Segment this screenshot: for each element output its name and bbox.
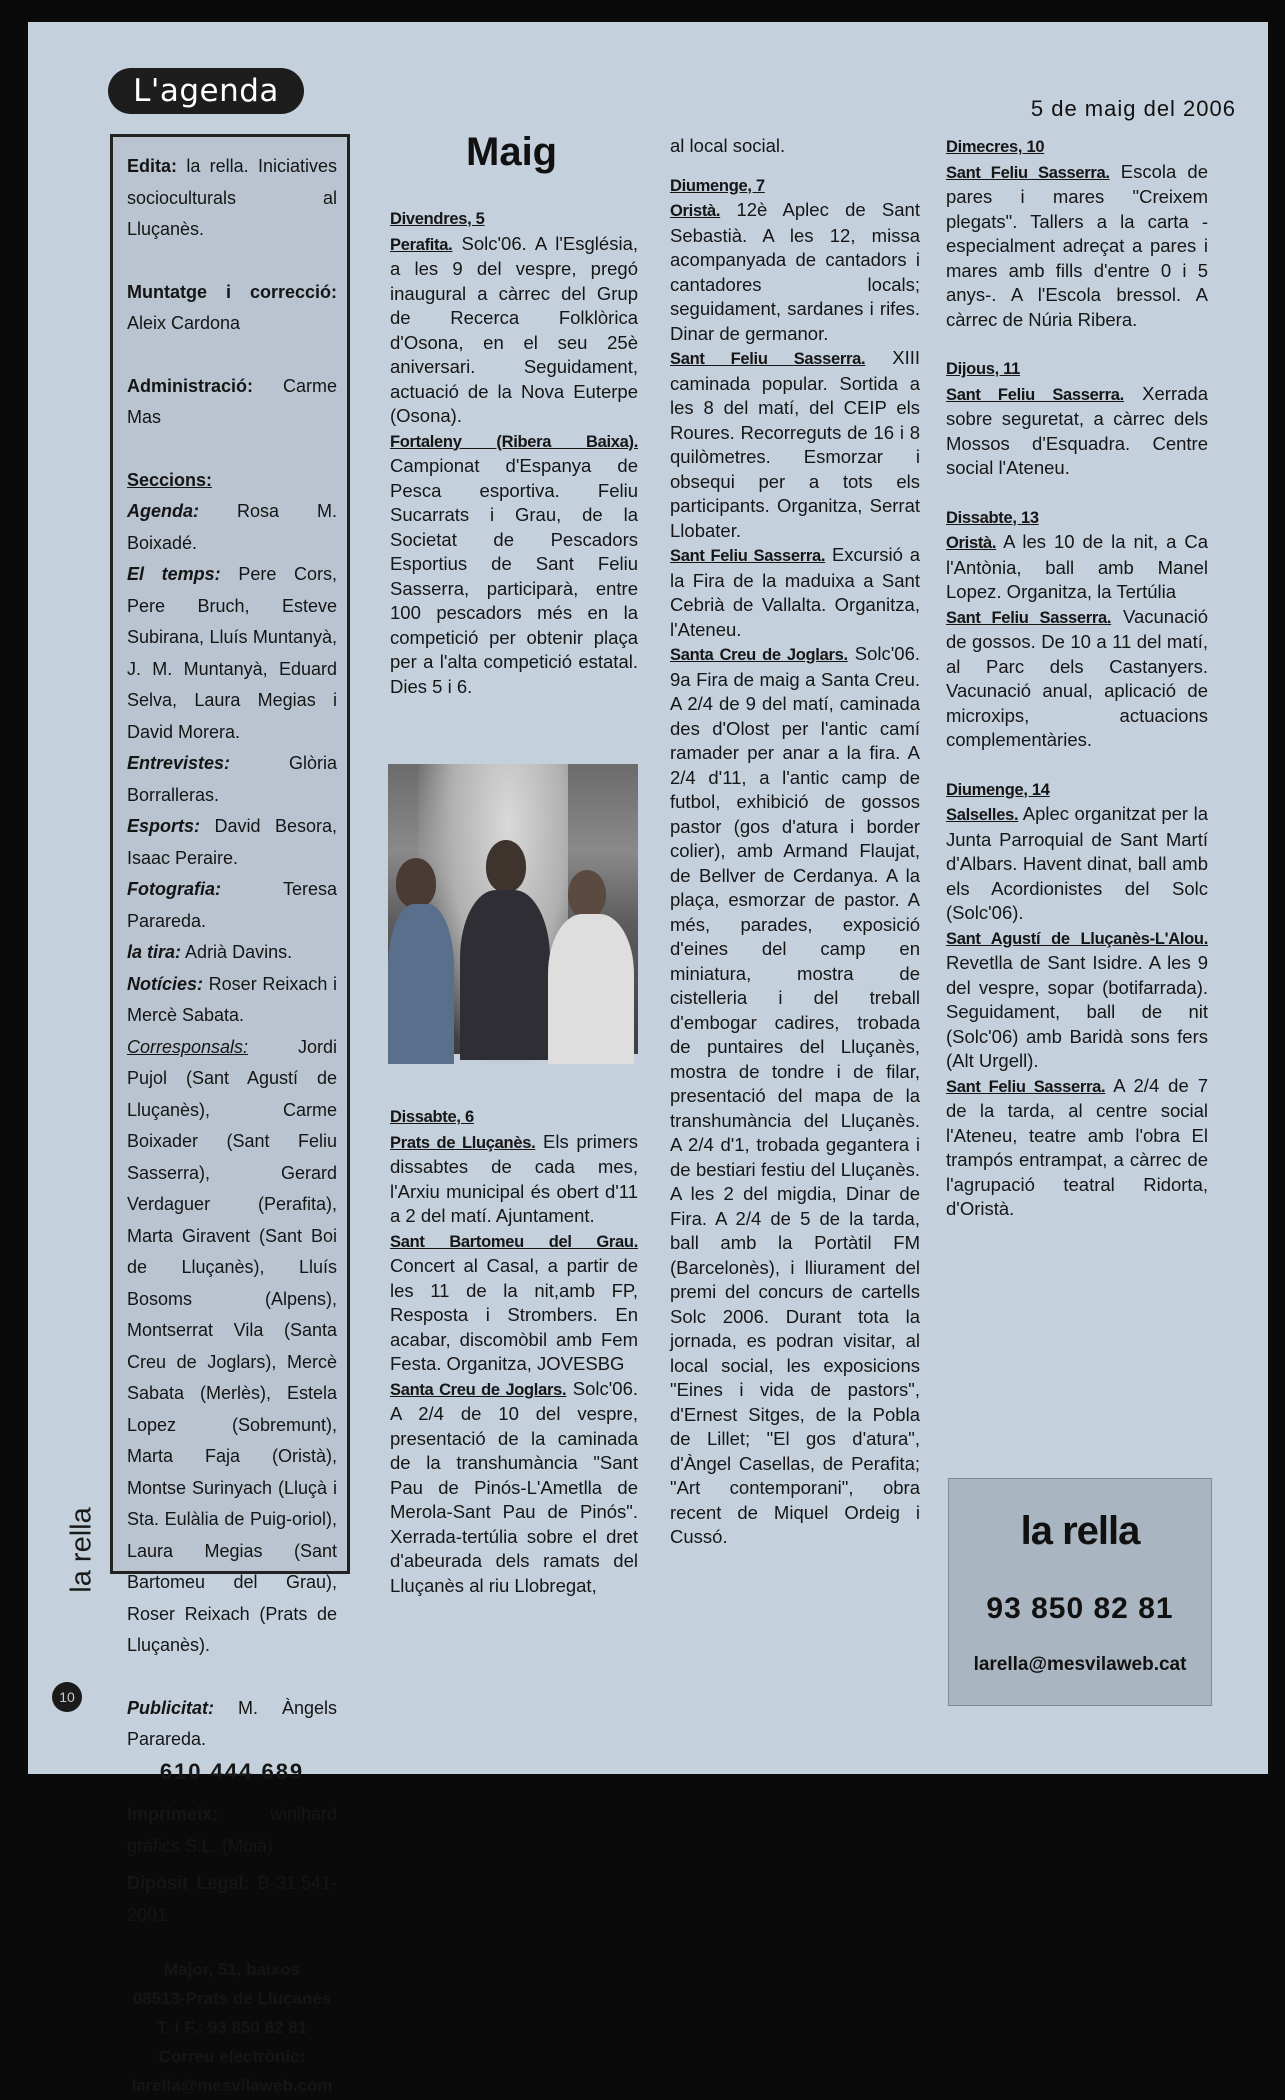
event-photo — [388, 764, 638, 1054]
address-email-label: Correu electrònic: — [158, 2047, 306, 2066]
credits-box — [110, 134, 350, 2095]
address-line: Major, 51, baixos — [163, 1960, 301, 1979]
event-entry: Prats de Lluçanès. Els primers dissabtes de cada mes, l'Arxiu municipal és obert d'11 a 2 del matí. Ajuntament. — [390, 1130, 638, 1226]
day-heading: Divendres, 5 — [390, 210, 485, 228]
credit-temps: El temps: Pere Cors, Pere Bruch, Esteve Subirana, Lluís Muntanyà, J. M. Muntanyà, Eduard Selva, Laura Megias i David Morera. — [127, 564, 337, 742]
event-entry: Sant Bartomeu del Grau. Concert al Casal, a partir de les 11 de la nit,amb FP, Resposta i Strombers. En acabar, discomòbil amb Fem Festa. Organitza, JOVESBG — [390, 1232, 638, 1374]
event-entry: Salselles. Aplec organitzat per la Junta Parroquial de Sant Martí d'Albars. Havent dinat, ball amb els Acordionistes del Solc (Solc'06). — [946, 803, 1208, 923]
publicitat-phone: 610 444 689 — [159, 1758, 305, 1784]
magazine-page — [28, 22, 1268, 2095]
advert-email: larella@mesvilaweb.cat — [973, 1654, 1187, 1675]
event-entry: Oristà. 12è Aplec de Sant Sebastià. A les 12, missa acompanyada de cantadors i cantadores locals; seguidament, sardanes i rifes. Dinar de germanor. — [670, 199, 920, 344]
credit-edita: Edita: la rella. Iniciatives socioculturals al Lluçanès. — [127, 156, 337, 239]
agenda-column-3 — [946, 134, 1208, 1222]
credit-seccions-heading: Seccions: — [127, 469, 213, 490]
event-entry: Sant Feliu Sasserra. Xerrada sobre seguretat, a càrrec dels Mossos d'Esquadra. Centre social l'Ateneu. — [946, 382, 1208, 478]
event-entry: Santa Creu de Joglars. Solc'06. 9a Fira de maig a Santa Creu. A 2/4 de 9 del matí, caminada des d'Olost per l'antic camí ramader per anar a la fira. A 2/4 d'11, a l'antic camp de futbol, exhibició de gossos pastor (gos d'atura i border colier), amb Armand Flaujat, de Bellver de Cerdanya. A la plaça, esmorzar de pastor. A més, parades, exposició d'eines del camp en miniatura, mostra de cistelleria i del treball d'embogar cadires, trobada de puntaires del Lluçanès, mostra de tondre i de filar, presentació del mapa de la transhumància del Lluçanès. A 2/4 d'1, trobada gegantera i de bestiari festiu del Lluçanès. A les 2 del migdia, Dinar de Fira. A 2/4 de 5 de la tarda, ball amb la Portàtil FM (Barcelonès), i lliurament del premi del concurs de cartells Solc 2006. Durant tota la jornada, es podran visitar, al local social, les exposicions "Eines i vida de pastors", d'Ernest Sitges, de la Pobla de Lillet; "El gos d'atura", d'Àngel Casellas, de Perafita; "Art contemporani", obra recent de Miquel Ordeig i Cussó. — [670, 643, 921, 1547]
day-heading: Diumenge, 7 — [670, 176, 765, 195]
event-entry: Sant Feliu Sasserra. A 2/4 de 7 de la tarda, al centre social l'Ateneu, teatre amb l'obra El trampós entrampat, a càrrec de l'agrupació teatral Ridorta, d'Oristà. — [946, 1074, 1208, 1219]
day-heading: Dijous, 11 — [946, 360, 1021, 378]
vertical-logo: la rella — [65, 1507, 98, 1593]
credit-administracio: Administració: Carme Mas — [127, 375, 337, 427]
event-entry: Sant Feliu Sasserra. Vacunació de gossos. De 10 a 11 del matí, al Parc dels Castanyers. Vacunació anual, aplicació de microxips, actuacions complementàries. — [946, 605, 1209, 750]
credit-agenda: Agenda: Rosa M. Boixadé. — [127, 501, 337, 553]
day-heading: Dimecres, 10 — [946, 138, 1045, 156]
advert-name: la rella — [1020, 1509, 1140, 1553]
address-line: 08513-Prats de Lluçanès — [132, 1989, 332, 2008]
credit-esports: Esports: David Besora, Isaac Peraire. — [127, 816, 337, 868]
credit-publicitat: Publicitat: M. Àngels Parareda. — [127, 1697, 337, 1749]
event-entry: Fortaleny (Ribera Baixa). Campionat d'Espanya de Pesca esportiva. Feliu Sucarrats i Grau, de la Societat de Pescadors Esportius de Sant Feliu Sasserra, participarà, entre 100 pescadors més en la competició per obtenir plaça per a l'alta competició estatal. Dies 5 i 6. — [390, 432, 638, 697]
event-entry: Perafita. Solc'06. A l'Església, a les 9 del vespre, pregó inaugural a càrrec del Grup de Recerca Folklòrica d'Osona, en el seu 25è aniversari. Seguidament, actuació de la Nova Euterpe (Osona). — [390, 232, 638, 426]
agenda-column-2 — [670, 134, 920, 1550]
event-continuation: al local social. — [670, 135, 786, 156]
page-number: 10 — [52, 1682, 82, 1712]
credit-corresponsals: Corresponsals: Jordi Pujol (Sant Agustí de Lluçanès), Carme Boixader (Sant Feliu Sasserra), Gerard Verdaguer (Perafita), Marta Giravent (Sant Boi de Lluçanès), Lluís Bosoms (Alpens), Montserrat Vila (Santa Creu de Joglars), Mercè Sabata (Merlès), Estela Lopez (Sobremunt), Marta Faja (Oristà), Montse Surinyach (Lluçà i Sta. Eulàlia de Puig-oriol), Laura Megias (Sant Bartomeu del Grau), Roser Reixach (Prats de Lluçanès). — [127, 1036, 337, 1655]
advert-phone: 93 850 82 81 — [986, 1592, 1174, 1625]
credit-fotografia: Fotografia: Teresa Parareda. — [127, 879, 337, 931]
credit-entrevistes: Entrevistes: Glòria Borralleras. — [127, 753, 337, 805]
day-heading: Dissabte, 6 — [390, 1108, 474, 1126]
credit-tira: la tira: Adrià Davins. — [127, 942, 293, 962]
address-phone: T. i F.: 93 850 82 81 — [156, 2018, 308, 2037]
day-heading: Dissabte, 13 — [946, 508, 1039, 527]
credit-noticies: Notícies: Roser Reixach i Mercè Sabata. — [127, 973, 337, 1025]
issue-date: 5 de maig del 2006 — [1030, 96, 1236, 121]
credit-muntatge: Muntatge i correcció: Aleix Cardona — [127, 281, 337, 333]
agenda-column-1 — [390, 206, 638, 699]
credit-imprimeix: Imprimeix: winihard gràfics S.L. (Moià) — [127, 1804, 337, 1856]
month-title: Maig — [466, 130, 558, 174]
event-entry: Sant Feliu Sasserra. Escola de pares i mares "Creixem plegats". Tallers a la carta - especialment adreçat a pares i mares amb fills d'entre 0 i 5 anys-. A l'Escola bressol. A càrrec de Núria Ribera. — [946, 160, 1208, 330]
event-entry: Sant Agustí de Lluçanès-L'Alou. Revetlla de Sant Isidre. A les 9 del vespre, sopar (botifarrada). Seguidament, ball de nit (Solc'06) amb Baridà sons fers (Alt Urgell). — [946, 929, 1208, 1071]
event-entry: Santa Creu de Joglars. Solc'06. A 2/4 de 10 del vespre, presentació de la caminada de la transhumància "Sant Pau de Pinós-L'Ametlla de Merola-Sant Pau de Pinós". Xerrada-tertúlia sobre el dret d'abeurada dels ramats del Lluçanès al riu Llobregat, — [390, 1377, 639, 1596]
address-email: larella@mesvilaweb.com — [131, 2076, 333, 2095]
credit-diposit: Dipòsit Legal: B-31.541-2001 — [127, 1873, 337, 1925]
event-entry: Sant Feliu Sasserra. XIII caminada popular. Sortida a les 8 del matí, del CEIP els Roures. Recorreguts de 16 i 8 quilòmetres. Esmorzar i obsequi per a tots els participants. Organitza, Serrat Llobater. — [670, 347, 920, 541]
day-heading: Diumenge, 14 — [946, 780, 1050, 799]
event-entry: Oristà. A les 10 de la nit, a Ca l'Antònia, ball amb Manel Lopez. Organitza, la Tertúlia — [946, 531, 1208, 602]
advert-box — [948, 1478, 1212, 1706]
section-tab: L'agenda — [108, 68, 304, 114]
event-entry: Sant Feliu Sasserra. Excursió a la Fira de la maduixa a Sant Cebrià de Vallalta. Organitza, l'Ateneu. — [670, 544, 920, 640]
agenda-column-1-continued — [390, 1104, 638, 1598]
